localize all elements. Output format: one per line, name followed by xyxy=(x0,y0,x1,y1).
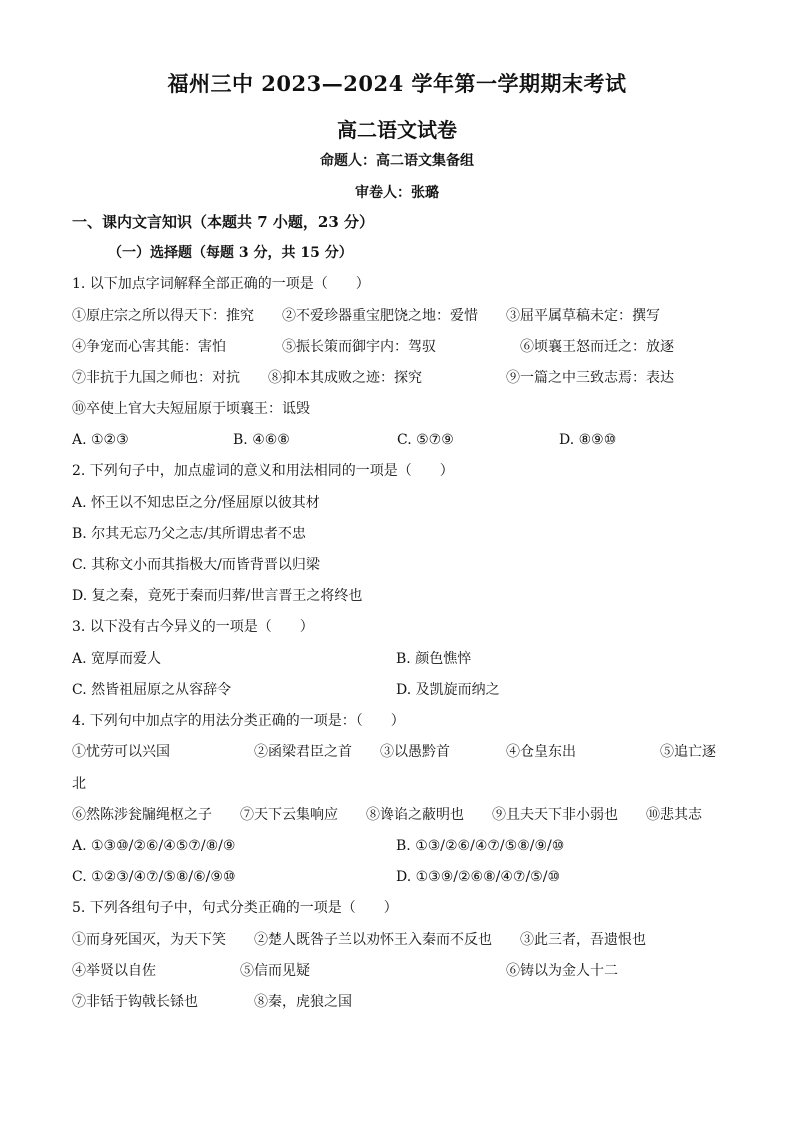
q5-item: ③此三者，吾遗恨也 xyxy=(520,932,646,948)
q5-items-row xyxy=(72,962,732,980)
q3-option-a[interactable]: A. 宽厚而爱人 xyxy=(72,651,162,667)
q4-item: ⑧谗谄之蔽明也 xyxy=(366,807,464,823)
q4-item: ②函梁君臣之首 xyxy=(254,744,352,760)
q5-item: ⑤信而见疑 xyxy=(240,963,310,979)
q5-item: ⑧秦，虎狼之国 xyxy=(254,994,352,1010)
q1-option-c[interactable]: C. ⑤⑦⑨ xyxy=(397,432,454,448)
q4-option-b[interactable]: B. ①③/②⑥/④⑦/⑤⑧/⑨/⑩ xyxy=(396,838,565,854)
q1-item: ⑥顷襄王怒而迁之：放逐 xyxy=(520,339,674,355)
q2-option-d[interactable]: D. 复之秦，竟死于秦而归葬/世言晋王之将终也 xyxy=(72,588,363,604)
q1-item: ③屈平属草稿未定：撰写 xyxy=(506,308,660,324)
q1-item: ⑩卒使上官大夫短屈原于顷襄王：诋毁 xyxy=(72,401,310,417)
q1-option-d[interactable]: D. ⑧⑨⑩ xyxy=(559,432,617,448)
q3-options-row xyxy=(72,681,732,699)
q5-item: ④举贤以自佐 xyxy=(72,963,156,979)
reviewer-line: 审卷人：张璐 xyxy=(355,185,439,201)
q5-stem: 5. 下列各组句子中，句式分类正确的一项是（ ） xyxy=(72,900,398,916)
q1-item: ⑤振长策而御宇内：驾驭 xyxy=(282,339,436,355)
q1-item: ①原庄宗之所以得天下：推究 xyxy=(72,308,254,324)
exam-subtitle: 高二语文试卷 xyxy=(337,118,457,142)
q4-option-d[interactable]: D. ①③⑨/②⑥⑧/④⑦/⑤/⑩ xyxy=(396,869,561,885)
q4-item: ⑤追亡逐 xyxy=(660,744,716,760)
q2-stem: 2. 下列句子中，加点虚词的意义和用法相同的一项是（ ） xyxy=(72,463,454,479)
q1-items-row xyxy=(72,369,732,387)
q1-item: ⑧抑本其成败之迹：探究 xyxy=(268,370,422,386)
q1-items-row xyxy=(72,338,732,356)
q1-option-b[interactable]: B. ④⑥⑧ xyxy=(233,432,290,448)
q1-item: ②不爱珍器重宝肥饶之地：爱惜 xyxy=(282,308,478,324)
q2-option-c[interactable]: C. 其称文小而其指极大/而皆背晋以归梁 xyxy=(72,557,320,573)
q1-items-row xyxy=(72,307,732,325)
q4-items-row xyxy=(72,806,732,824)
q4-option-c[interactable]: C. ①②③/④⑦/⑤⑧/⑥/⑨⑩ xyxy=(72,869,236,885)
q2-option-b[interactable]: B. 尔其无忘乃父之志/其所谓忠者不忠 xyxy=(72,526,306,542)
author-line: 命题人：高二语文集备组 xyxy=(320,153,474,169)
q3-stem: 3. 以下没有古今异义的一项是（ ） xyxy=(72,619,314,635)
q3-option-c[interactable]: C. 然皆祖屈原之从容辞令 xyxy=(72,682,232,698)
q4-options-row xyxy=(72,837,732,855)
q5-item: ⑥铸以为金人十二 xyxy=(506,963,618,979)
q5-item: ①而身死国灭，为天下笑 xyxy=(72,932,226,948)
q1-item: ⑨一篇之中三致志焉：表达 xyxy=(506,370,674,386)
q4-option-a[interactable]: A. ①③⑩/②⑥/④⑤⑦/⑧/⑨ xyxy=(72,838,236,854)
q1-option-a[interactable]: A. ①②③ xyxy=(72,432,129,448)
q1-item: ⑦非抗于九国之师也：对抗 xyxy=(72,370,240,386)
exam-title: 福州三中 2023—2024 学年第一学期期末考试 xyxy=(167,71,627,96)
q2-option-a[interactable]: A. 怀王以不知忠臣之分/怪屈原以彼其材 xyxy=(72,495,320,511)
q5-items-row xyxy=(72,931,732,949)
q1-item: ④争宠而心害其能：害怕 xyxy=(72,339,226,355)
q1-stem: 1. 以下加点字词解释全部正确的一项是（ ） xyxy=(72,276,370,292)
q3-options-row xyxy=(72,650,732,668)
subsection-heading: （一）选择题（每题 3 分，共 15 分） xyxy=(108,245,353,261)
q4-item: ⑥然陈涉瓮牖绳枢之子 xyxy=(72,807,212,823)
q5-item: ⑦非铦于钩戟长铩也 xyxy=(72,994,198,1010)
q4-item: ⑦天下云集响应 xyxy=(240,807,338,823)
q4-item-wrap: 北 xyxy=(72,776,86,792)
q4-item: ⑨且夫天下非小弱也 xyxy=(492,807,618,823)
q1-options-row xyxy=(72,431,732,449)
q4-item: ③以愚黔首 xyxy=(380,744,450,760)
q4-item: ④仓皇东出 xyxy=(506,744,576,760)
q4-item: ①忧劳可以兴国 xyxy=(72,744,170,760)
q4-options-row xyxy=(72,868,732,886)
q4-items-row xyxy=(72,743,732,761)
q4-stem: 4. 下列句中加点字的用法分类正确的一项是：（ ） xyxy=(72,713,405,729)
q5-items-row xyxy=(72,993,732,1011)
q5-item: ②楚人既咎子兰以劝怀王入秦而不反也 xyxy=(254,932,492,948)
section-heading: 一、课内文言知识（本题共 7 小题，23 分） xyxy=(72,213,374,231)
q4-item: ⑩悲其志 xyxy=(646,807,702,823)
q3-option-d[interactable]: D. 及凯旋而纳之 xyxy=(396,682,500,698)
q3-option-b[interactable]: B. 颜色憔悴 xyxy=(396,651,472,667)
